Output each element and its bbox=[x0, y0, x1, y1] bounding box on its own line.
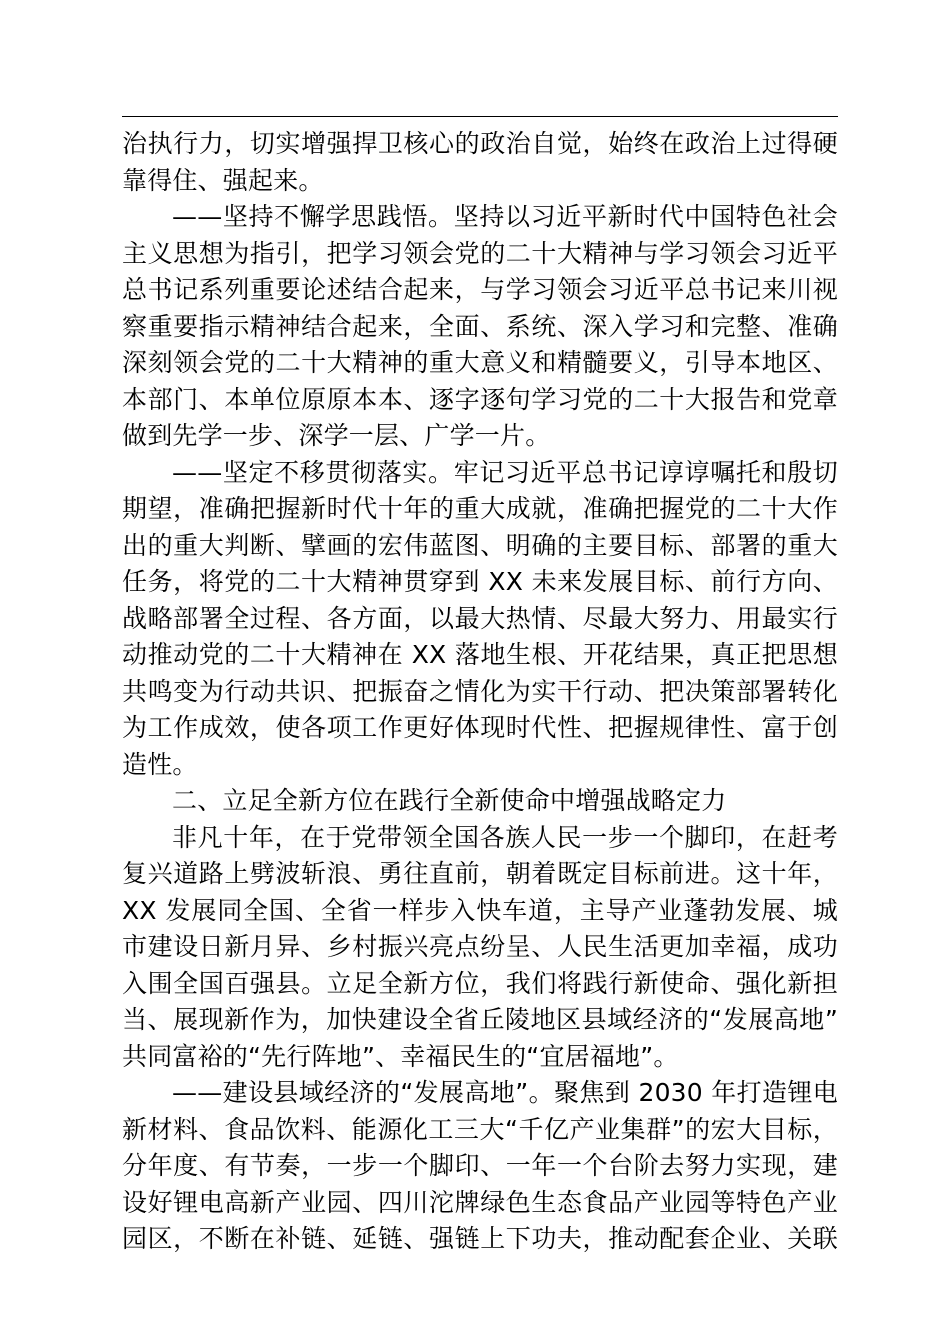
text-line: 出的重大判断、擘画的宏伟蓝图、明确的主要目标、部署的重大 bbox=[122, 530, 838, 560]
text-line: 市建设日新月异、乡村振兴亮点纷呈、人民生活更加幸福，成功 bbox=[122, 932, 838, 961]
text-line: 期望，准确把握新时代十年的重大成就，准确把握党的二十大作 bbox=[122, 494, 838, 523]
text-line: 园区，不断在补链、延链、强链上下功夫，推动配套企业、关联 bbox=[122, 1224, 838, 1253]
text-line: 总书记系列重要论述结合起来，与学习领会习近平总书记来川视 bbox=[122, 275, 838, 304]
text-line: 复兴道路上劈波斩浪、勇往直前，朝着既定目标前进。这十年， bbox=[122, 859, 838, 888]
text-line: 新材料、食品饮料、能源化工三大“千亿产业集群”的宏大目标， bbox=[122, 1114, 838, 1144]
text-line: 察重要指示精神结合起来，全面、系统、深入学习和完整、准确 bbox=[122, 311, 838, 341]
paragraph-start-line: ——建设县域经济的“发展高地”。聚焦到 2030 年打造锂电 bbox=[172, 1078, 838, 1107]
text-line: 入围全国百强县。立足全新方位，我们将践行新使命、强化新担 bbox=[122, 968, 838, 998]
text-line: 深刻领会党的二十大精神的重大意义和精髓要义，引导本地区、 bbox=[122, 348, 838, 377]
text-line: 共鸣变为行动共识、把振奋之情化为实干行动、把决策部署转化 bbox=[122, 676, 838, 706]
text-line: 主义思想为指引，把学习领会党的二十大精神与学习领会习近平 bbox=[122, 238, 838, 268]
text-line: 动推动党的二十大精神在 XX 落地生根、开花结果，真正把思想 bbox=[122, 640, 838, 669]
header-rule bbox=[122, 116, 838, 117]
text-line: 任务，将党的二十大精神贯穿到 XX 未来发展目标、前行方向、 bbox=[122, 567, 838, 596]
document-body bbox=[122, 126, 838, 1258]
text-line: 共同富裕的“先行阵地”、幸福民生的“宜居福地”。 bbox=[122, 1041, 679, 1071]
paragraph-start-line: ——坚持不懈学思践悟。坚持以习近平新时代中国特色社会 bbox=[172, 202, 838, 231]
text-line: 靠得住、强起来。 bbox=[122, 165, 324, 195]
section-heading: 二、立足全新方位在践行全新使命中增强战略定力 bbox=[172, 786, 727, 815]
text-line: 造性。 bbox=[122, 749, 198, 779]
text-line: 治执行力，切实增强捍卫核心的政治自觉，始终在政治上过得硬 bbox=[122, 129, 838, 158]
text-line: XX 发展同全国、全省一样步入快车道，主导产业蓬勃发展、城 bbox=[122, 895, 838, 925]
text-line: 战略部署全过程、各方面，以最大热情、尽最大努力、用最实行 bbox=[122, 603, 838, 633]
text-line: 为工作成效，使各项工作更好体现时代性、把握规律性、富于创 bbox=[122, 713, 838, 742]
paragraph-start-line: ——坚定不移贯彻落实。牢记习近平总书记谆谆嘱托和殷切 bbox=[172, 457, 838, 487]
text-line: 当、展现新作为，加快建设全省丘陵地区县域经济的“发展高地” bbox=[122, 1005, 838, 1034]
text-line: 做到先学一步、深学一层、广学一片。 bbox=[122, 421, 551, 450]
text-line: 设好锂电高新产业园、四川沱牌绿色生态食品产业园等特色产业 bbox=[122, 1187, 838, 1217]
text-line: 分年度、有节奏，一步一个脚印、一年一个台阶去努力实现，建 bbox=[122, 1151, 838, 1180]
paragraph-start-line: 非凡十年，在于党带领全国各族人民一步一个脚印，在赶考 bbox=[172, 822, 838, 852]
text-line: 本部门、本单位原原本本、逐字逐句学习党的二十大报告和党章 bbox=[122, 384, 838, 414]
